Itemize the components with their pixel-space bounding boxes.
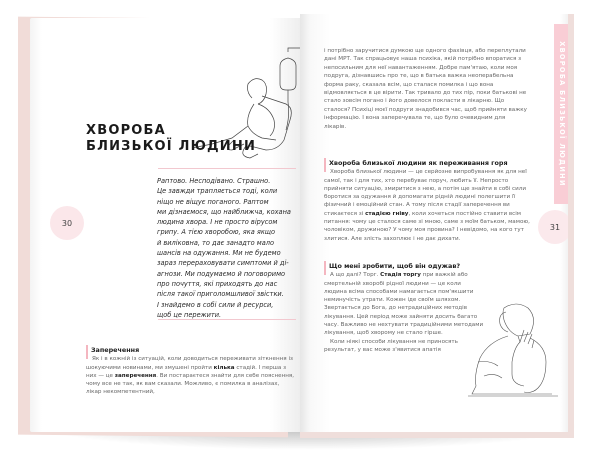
chapter-title: ХВОРОБА БЛИЗЬКОЇ ЛЮДИНИ	[86, 123, 257, 154]
section-denial	[86, 346, 296, 397]
page-number: 30	[61, 218, 73, 228]
side-tab-label: ХВОРОБА БЛИЗЬКОЇ ЛЮДИНИ	[558, 41, 566, 187]
woman-thinking-illustration-icon	[468, 302, 560, 404]
section-body: Як і в кожній із ситуацій, коли доводиться переживати зіткнення із шокуючими новинами, ми змушені пройти кілька стадій. І перша з них — це заперечення. Ви постараєтеся знайти для себе пояснення, чому все не так, як вам сказали. Можливо, є помилка в аналізах, лікар некомпетентний,	[86, 356, 295, 396]
section-body: А що далі? Торг. Стадія торгу при важкій або смертельній хворобі рідної людини — це коли людина всіма способами намагається пом'якшити неминучість утрати. Кожен іде своїм шляхом. Звертається до Бога, до нетрадиційних методів лікування. Цей період може зайняти досить багато часу. Важливо не нехтувати традиційними методами лікування, щоб хворому не стало гірше.	[324, 272, 484, 337]
page-number-badge	[50, 206, 84, 240]
right-page	[300, 14, 568, 432]
section-bargaining	[324, 262, 484, 354]
section-grief	[324, 159, 530, 243]
section-body: Коли ніякі способи лікування не приносять результат, у вас може з'явитися апатія	[324, 338, 458, 353]
section-body: Хвороба близької людини — це серйозне випробування як для неї самої, так і для тих, хто перебуває поруч, любить її. Непросто прийняти ситуацію, змиритися з нею, а потім ще знайти в собі сили боротися за одужання й допомагати рідній людині полегшити її фізичний і емоційний стан. А тому після стадії заперечення ви стикаєтеся зі стадією гніву, коли хочеться постійно ставити всім питання: чому це сталося саме зі мною, саме з моїм батьком, мамою, чоловіком, дружиною? У чому моя провина? І невідомо, на кого тут злитися. Але злість захоплює і не дає дихати.	[324, 169, 530, 242]
divider	[158, 168, 296, 169]
left-page	[30, 18, 300, 432]
page-number-badge	[538, 210, 568, 244]
divider	[158, 319, 296, 320]
page-number: 31	[549, 222, 561, 232]
intro-text: Раптово. Несподівано. Страшно. Це завжди трапляється тоді, коли ніщо не віщує поганого. Раптом ми дізнаємося, що найближча, кохана людина хвора. І не просто вірусом грипу. А тією хворобою, яка якщо й виліковна, то дає занадто мало шансів на одужання. Ми не будемо зараз перераховувати симптоми й ді- агнози. Ми подумаємо й поговоримо про почуття, які приходять до нас після такої приголомшливої звістки. І знайдемо в собі сили й ресурси, щоб це пережити.	[157, 177, 291, 319]
continued-text: і потрібно заручитися думкою ще одного фахівця, або переплутали дані МРТ. Так спрацьовує наша психіка, якій потрібно впоратися з непосильним для неї навантаженням. Добре пам'ятаю, коли моя подруга, дізнавшись про те, що в батька важка неоперабельна форма раку, сказала всім, що сталася помилка і що вона відмовляється в це вірити. Так тривало до тих пір, поки батькові не стало зовсім погано і його довелося покласти в лікарню. Що сталося? Психіці моєї подруги знадобився час, щоб прийняти важку інформацію. І вона заперечувала те, що було очевидним для лікарів.	[324, 48, 527, 130]
section-heading: Заперечення	[86, 346, 296, 354]
section-heading: Що мені зробити, щоб він одужав?	[324, 262, 484, 270]
chapter-side-tab	[554, 24, 568, 204]
section-heading: Хвороба близької людини як переживання горя	[324, 159, 530, 167]
